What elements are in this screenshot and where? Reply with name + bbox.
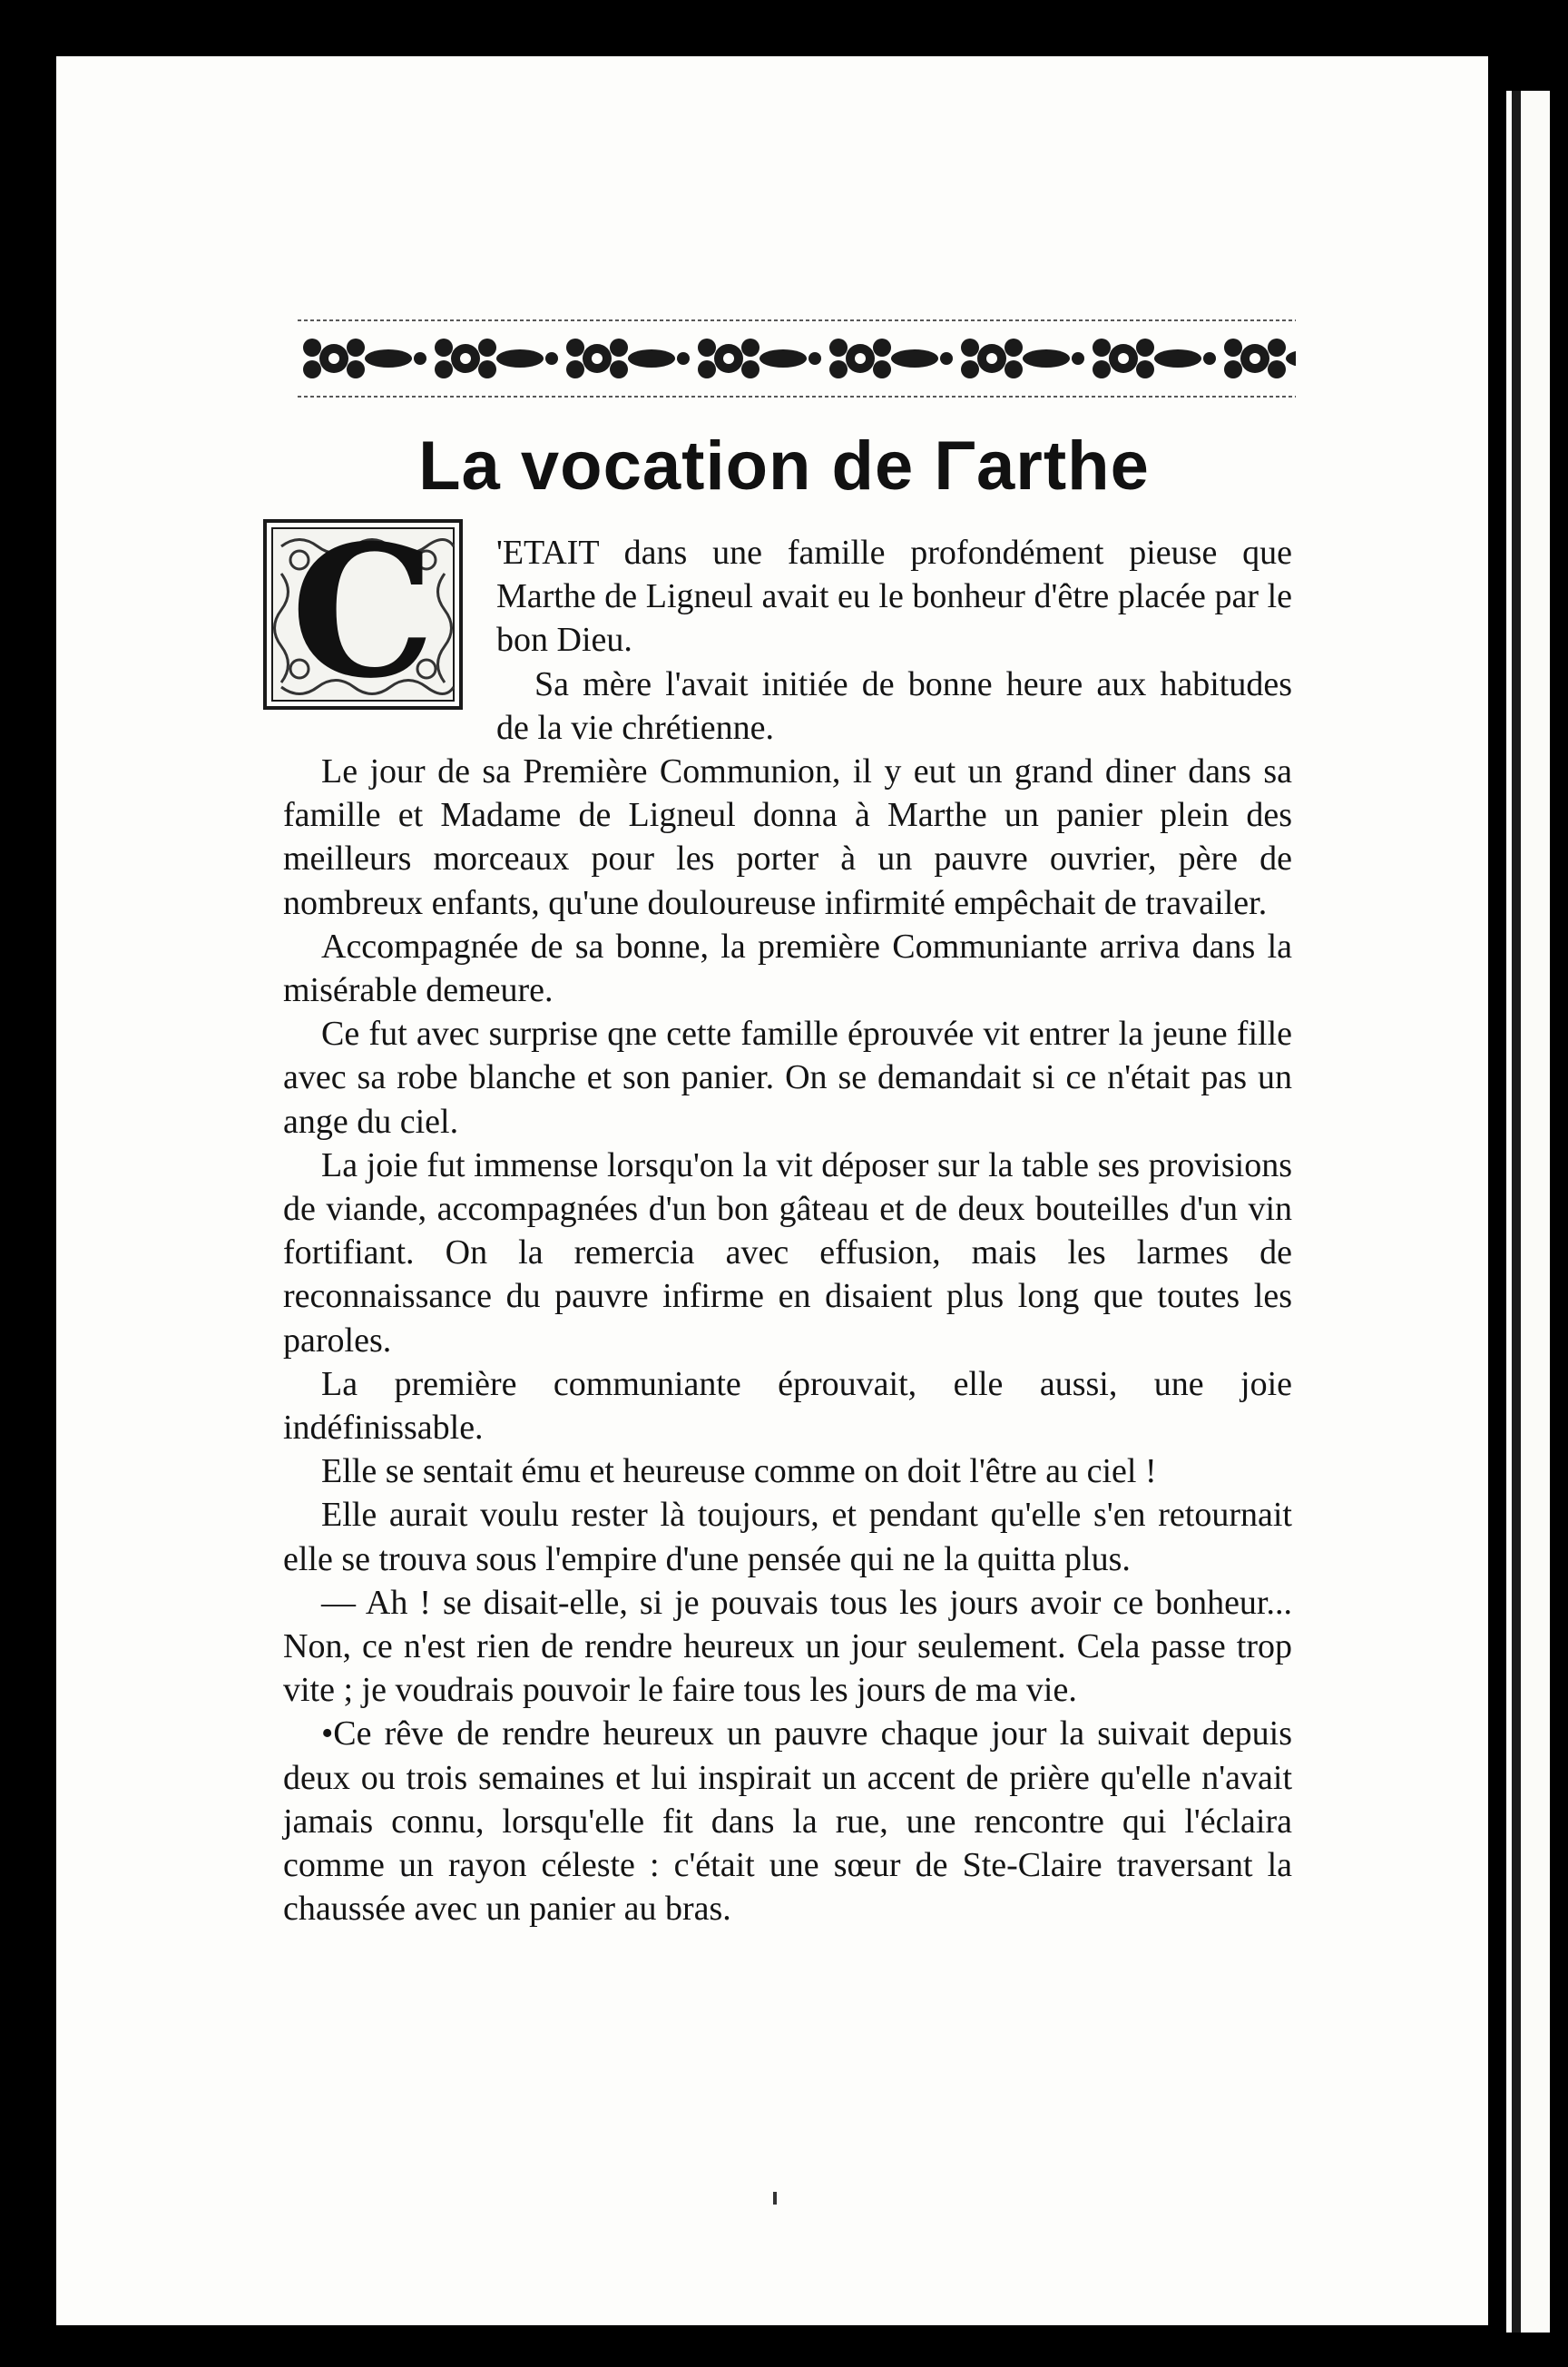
flower-motif — [303, 339, 426, 378]
flower-motif — [961, 339, 1084, 378]
flower-motif — [698, 339, 821, 378]
paragraph: La joie fut immense lorsqu'on la vit déposer sur la table ses provisions de viande, accompagnées d'un bon gâteau et de deux bouteilles d'un vin fortifiant. On la remercia avec effusion, mais les larmes de reconnaissance du pauvre infirme en disaient plus long que toutes les paroles. — [283, 1145, 1292, 1360]
paragraph: Sa mère l'avait initiée de bonne heure aux habitudes de la vie chrétienne. — [496, 664, 1292, 747]
floral-ornament-band — [298, 313, 1296, 404]
paragraph: Accompagnée de sa bonne, la première Communiante arriva dans la misérable demeure. — [283, 927, 1292, 1010]
flower-motif — [435, 339, 558, 378]
page-mark — [773, 2192, 777, 2205]
flower-motif — [1093, 339, 1216, 378]
paragraph: Elle se sentait ému et heureuse comme on doit l'être au ciel ! — [321, 1452, 1157, 1491]
flower-motif — [829, 339, 953, 378]
paragraph: 'ETAIT dans une famille profondément pieuse que Marthe de Ligneul avait eu le bonheur d'être placée par le bon Dieu. — [496, 534, 1292, 660]
paragraph: Ce fut avec surprise qne cette famille éprouvée vit entrer la jeune fille avec sa robe blanche et son panier. On se demandait si ce n'était pas un ange du ciel. — [283, 1015, 1292, 1141]
paragraph: Le jour de sa Première Communion, il y eut un grand diner dans sa famille et Madame de Ligneul donna à Marthe un panier plein des meilleurs morceaux pour les porter à un pauvre ouvrier, père de nombreux enfants, qu'une douloureuse infirmité empêchait de travailer. — [283, 752, 1292, 922]
paragraph: •Ce rêve de rendre heureux un pauvre chaque jour la suivait depuis deux ou trois semaines et lui inspirait un accent de prière qu'elle n'avait jamais connu, lorsqu'elle fit dans la rue, une rencontre qui l'éclaira comme un rayon céleste : c'était une sœur de Ste-Claire traversant la chaussée avec un panier au bras. — [283, 1714, 1292, 1929]
svg-text:C: C — [290, 519, 436, 710]
paragraph: — Ah ! se disait-elle, si je pouvais tous les jours avoir ce bonheur... Non, ce n'est rien de rendre heureux un jour seulement. Cela passe trop vite ; je voudrais pouvoir le faire tous les jours de ma vie. — [283, 1583, 1292, 1710]
flower-motif — [566, 339, 690, 378]
flower-motif — [1224, 339, 1296, 378]
paragraph: Elle aurait voulu rester là toujours, et pendant qu'elle s'en retournait elle se trouva sous l'empire d'une pensée qui ne la quitta plus. — [283, 1496, 1292, 1578]
page-title: La vocation de Γarthe — [418, 427, 1150, 505]
article-body — [283, 531, 1292, 1931]
paragraph: La première communiante éprouvait, elle aussi, une joie indéfinissable. — [283, 1364, 1292, 1448]
